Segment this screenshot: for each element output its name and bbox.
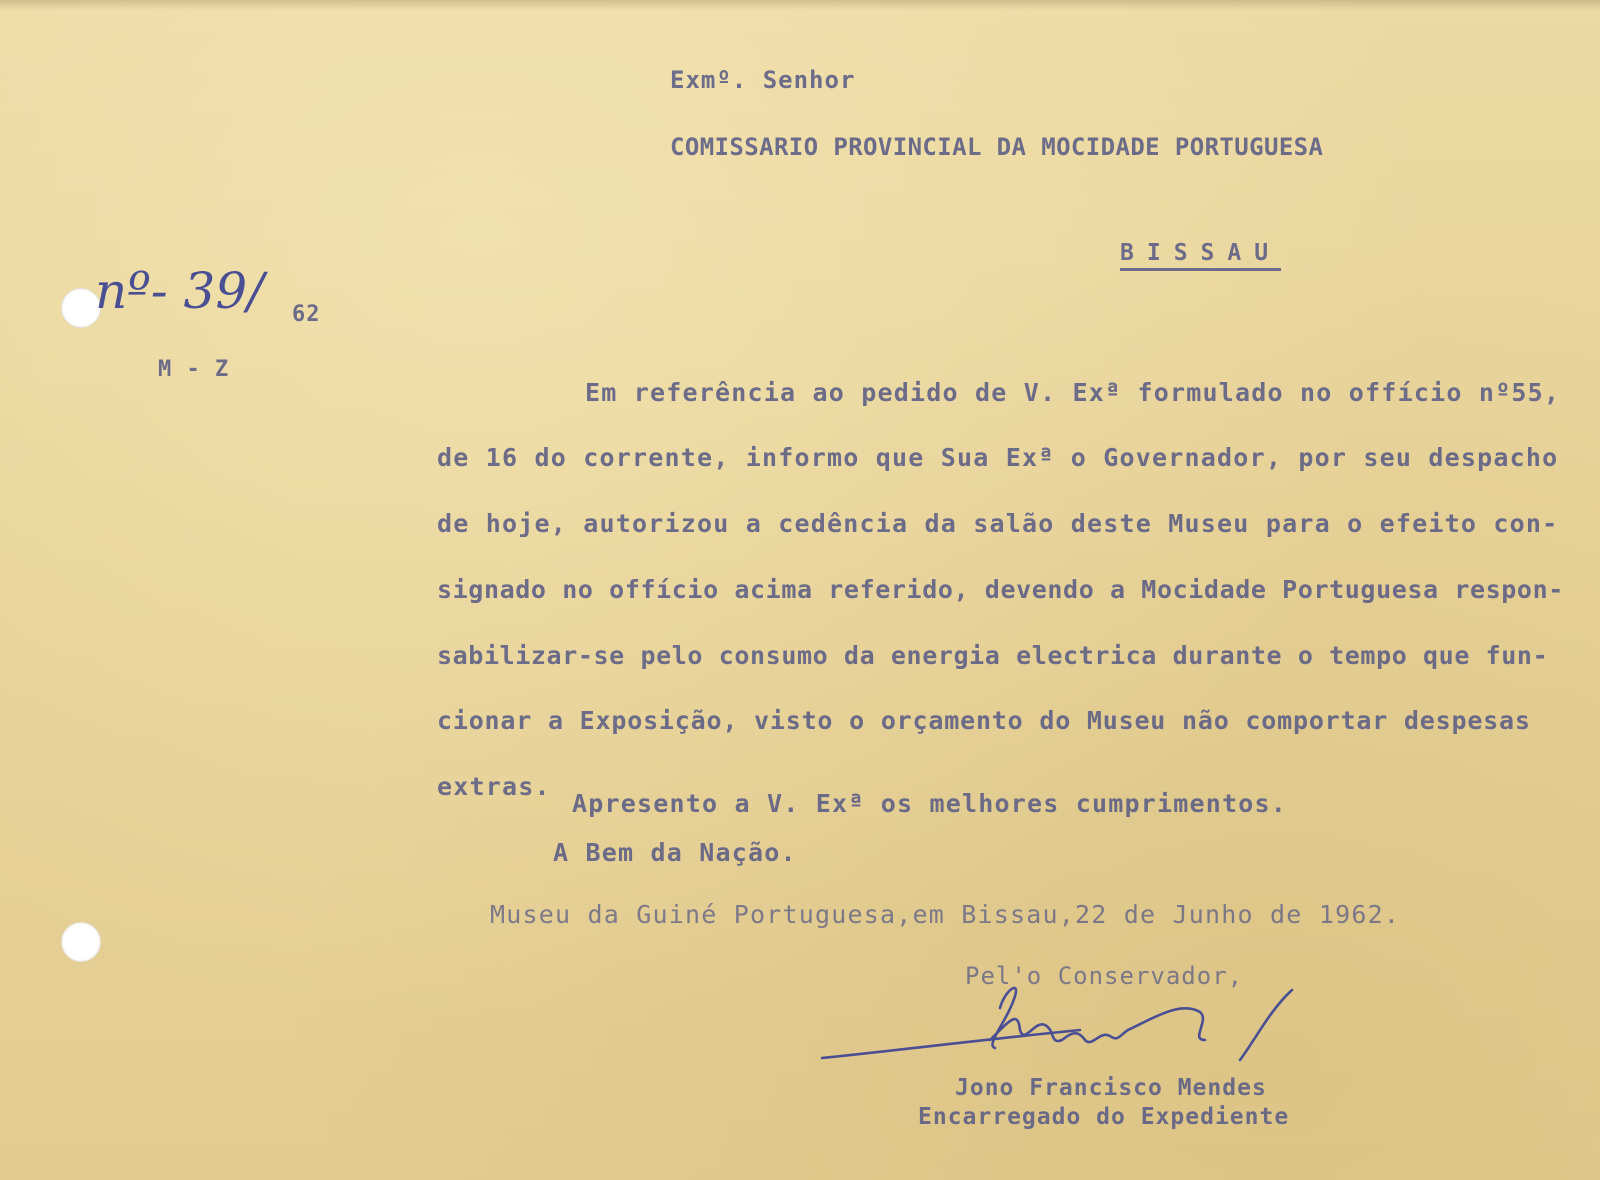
signer-name: Jono Francisco Mendes (955, 1075, 1267, 1101)
reference-initials: M - Z (158, 357, 230, 382)
city: BISSAU (1120, 240, 1281, 271)
body-line-last: extras. (437, 772, 551, 801)
reference-number-handwritten: nº- 39/ (95, 262, 264, 320)
signer-title: Encarregado do Expediente (918, 1104, 1290, 1130)
closing-greeting: Apresento a V. Exª os melhores cumprimentos. (572, 789, 1288, 818)
closing-motto: A Bem da Nação. (553, 838, 797, 867)
salutation: Exmº. Senhor (670, 66, 856, 94)
body-line: de 16 do corrente, informo que Sua Exª o Governador, por seu despacho (437, 443, 1559, 472)
body-line: signado no offício acima referido, devendo a Mocidade Portuguesa respon- (437, 575, 1564, 604)
place-and-date: Museu da Guiné Portuguesa,em Bissau,22 de Junho de 1962. (490, 900, 1401, 929)
body-line: Em referência ao pedido de V. Exª formulado no offício nº55, (585, 378, 1561, 407)
body-line: de hoje, autorizou a cedência da salão deste Museu para o efeito con- (437, 509, 1559, 538)
addressee: COMISSARIO PROVINCIAL DA MOCIDADE PORTUGUESA (670, 133, 1324, 161)
by-line: Pel'o Conservador, (965, 962, 1244, 990)
body-line: cionar a Exposição, visto o orçamento do Museu não comportar despesas (437, 706, 1531, 735)
reference-year: 62 (292, 302, 321, 327)
body-line: sabilizar-se pelo consumo da energia electrica durante o tempo que fun- (437, 641, 1549, 670)
